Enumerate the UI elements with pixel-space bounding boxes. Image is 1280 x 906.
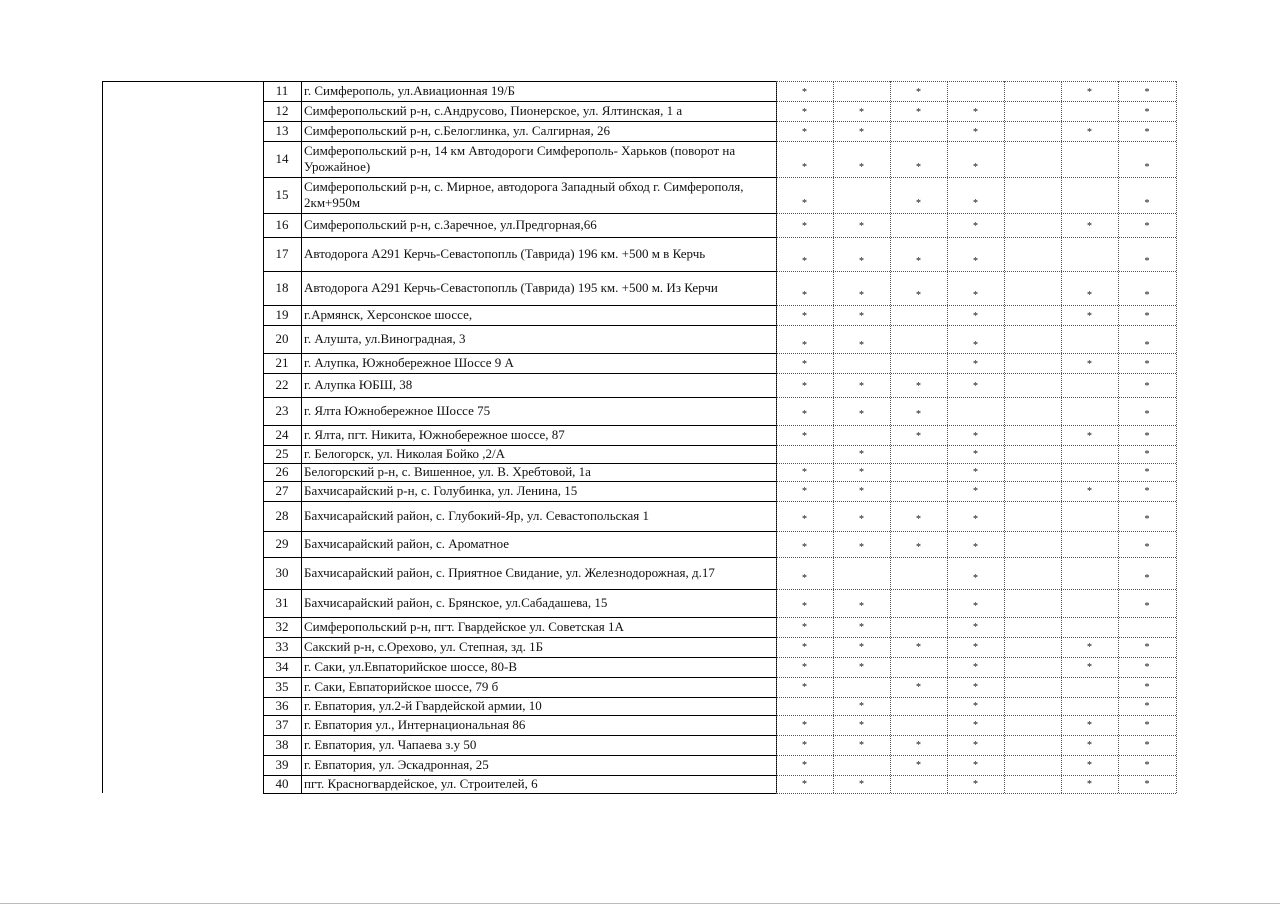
- mark-column-border: [1118, 81, 1119, 793]
- row-number: 11: [275, 83, 289, 98]
- service-mark: *: [973, 600, 978, 612]
- service-mark: *: [1087, 311, 1092, 322]
- service-mark: *: [859, 514, 864, 525]
- service-mark: *: [802, 311, 807, 322]
- service-mark: *: [1144, 701, 1150, 712]
- row-address: г.Армянск, Херсонское шоссе,: [304, 307, 473, 322]
- service-mark: *: [973, 431, 978, 442]
- service-mark: *: [1144, 256, 1150, 268]
- service-mark: *: [859, 467, 864, 478]
- service-mark: *: [859, 701, 864, 712]
- service-mark: *: [973, 740, 978, 751]
- service-mark: *: [802, 87, 807, 98]
- row-number: 36: [275, 698, 289, 713]
- row-number: 13: [275, 123, 289, 138]
- service-mark: *: [916, 541, 921, 553]
- service-mark: *: [859, 486, 864, 497]
- row-address: Автодорога А291 Керчь-Севастопопль (Таврида) 195 км. +500 м. Из Керчи: [304, 280, 718, 295]
- service-mark: *: [973, 486, 978, 497]
- service-mark: *: [1087, 359, 1092, 370]
- service-mark: *: [916, 642, 921, 653]
- service-mark: *: [916, 107, 921, 118]
- service-mark: *: [1144, 572, 1150, 584]
- service-mark: *: [973, 161, 978, 173]
- mark-row-border: [776, 353, 1176, 354]
- service-mark: *: [1144, 600, 1150, 612]
- service-mark: *: [1087, 290, 1092, 302]
- row-address: пгт. Красногвардейское, ул. Строителей, 6: [304, 776, 538, 791]
- service-mark: *: [1087, 486, 1092, 497]
- row-number: 40: [275, 776, 289, 791]
- row-address: г. Евпатория, ул. Чапаева з.у 50: [304, 737, 477, 752]
- service-mark: *: [802, 514, 807, 525]
- mark-row-border: [776, 177, 1176, 178]
- row-address: г. Евпатория ул., Интернациональная 86: [304, 717, 526, 732]
- service-mark: *: [1087, 642, 1092, 653]
- mark-row-border: [776, 237, 1176, 238]
- row-number: 33: [275, 639, 289, 654]
- row-address: г. Евпатория, ул. Эскадронная, 25: [304, 757, 489, 772]
- service-mark: *: [1087, 662, 1092, 673]
- service-mark: *: [802, 486, 807, 497]
- service-mark: *: [916, 682, 921, 693]
- service-mark: *: [859, 779, 864, 790]
- mark-row-border: [776, 445, 1176, 446]
- row-address: Симферопольский р-н, с. Мирное, автодорога Западный обход г. Симферополя, 2км+950м: [304, 179, 744, 210]
- mark-row-border: [776, 715, 1176, 716]
- service-mark: *: [973, 381, 978, 393]
- row-number: 27: [275, 483, 289, 498]
- service-mark: *: [802, 221, 807, 233]
- service-mark: *: [1087, 760, 1092, 771]
- page-bottom-rule: [0, 903, 1280, 904]
- service-mark: *: [859, 449, 864, 460]
- service-mark: *: [802, 600, 807, 612]
- row-number: 17: [275, 246, 289, 261]
- row-number: 26: [275, 464, 289, 479]
- service-mark: *: [1087, 720, 1092, 731]
- row-number: 15: [275, 187, 289, 202]
- mark-column-border: [890, 81, 891, 793]
- service-mark: *: [1144, 642, 1150, 653]
- mark-column-border: [1061, 81, 1062, 793]
- mark-column-border: [947, 81, 948, 793]
- service-mark: *: [859, 290, 864, 302]
- service-mark: *: [859, 311, 864, 322]
- row-number: 31: [275, 595, 289, 610]
- service-mark: *: [973, 290, 978, 302]
- service-mark: *: [859, 161, 864, 173]
- service-mark: *: [916, 381, 921, 393]
- service-mark: *: [916, 514, 921, 525]
- service-mark: *: [916, 431, 921, 442]
- service-mark: *: [1144, 760, 1150, 771]
- row-number: 32: [275, 619, 289, 634]
- row-number: 34: [275, 659, 289, 674]
- row-address: г. Ялта Южнобережное Шоссе 75: [304, 403, 491, 418]
- service-mark: *: [916, 290, 921, 302]
- service-mark: *: [1144, 682, 1150, 693]
- mark-row-border: [776, 637, 1176, 638]
- mark-row-border: [776, 213, 1176, 214]
- mark-row-border: [776, 373, 1176, 374]
- mark-row-border: [776, 589, 1176, 590]
- service-mark: *: [859, 541, 864, 553]
- service-mark: *: [973, 197, 978, 209]
- service-mark: *: [973, 682, 978, 693]
- mark-row-border: [776, 101, 1176, 102]
- service-mark: *: [859, 720, 864, 731]
- row-address: г. Саки, Евпаторийское шоссе, 79 б: [304, 679, 499, 694]
- row-number: 37: [275, 717, 289, 732]
- service-mark: *: [916, 161, 921, 173]
- service-mark: *: [1144, 311, 1150, 322]
- row-address: Симферопольский р-н, 14 км Автодороги Симферополь- Харьков (поворот на Урожайное): [304, 143, 736, 174]
- row-address: г. Алупка, Южнобережное Шоссе 9 А: [304, 355, 514, 370]
- row-address: Бахчисарайский район, с. Ароматное: [304, 536, 509, 551]
- service-mark: *: [1144, 290, 1150, 302]
- service-mark: *: [973, 662, 978, 673]
- row-number: 23: [275, 403, 289, 418]
- service-mark: *: [973, 514, 978, 525]
- mark-row-border: [776, 81, 1176, 82]
- service-mark: *: [916, 408, 921, 420]
- mark-row-border: [776, 463, 1176, 464]
- row-number: 29: [275, 536, 289, 551]
- mark-row-border: [776, 677, 1176, 678]
- service-mark: *: [859, 662, 864, 673]
- service-mark: *: [973, 127, 978, 138]
- row-number: 19: [275, 307, 289, 322]
- service-mark: *: [859, 622, 864, 633]
- service-mark: *: [802, 720, 807, 731]
- service-mark: *: [916, 740, 921, 751]
- service-mark: *: [802, 161, 807, 173]
- row-address: г. Алушта, ул.Виноградная, 3: [304, 331, 466, 346]
- service-mark: *: [1144, 161, 1150, 173]
- service-mark: *: [1087, 740, 1092, 751]
- mark-row-border: [776, 557, 1176, 558]
- service-mark: *: [1087, 87, 1092, 98]
- service-mark: *: [916, 87, 921, 98]
- row-address: Бахчисарайский р-н, с. Голубинка, ул. Ленина, 15: [304, 483, 578, 498]
- service-mark: *: [1087, 221, 1092, 233]
- service-mark: *: [802, 740, 807, 751]
- service-mark: *: [802, 760, 807, 771]
- service-mark: *: [802, 779, 807, 790]
- row-number: 38: [275, 737, 289, 752]
- service-mark: *: [859, 107, 864, 118]
- row-number: 35: [275, 679, 289, 694]
- service-mark: *: [1087, 127, 1092, 138]
- service-mark: *: [802, 682, 807, 693]
- row-number: 12: [275, 103, 289, 118]
- row-number: 28: [275, 508, 289, 523]
- mark-column-border: [1176, 81, 1177, 793]
- service-mark: *: [1144, 127, 1150, 138]
- service-mark: *: [859, 642, 864, 653]
- row-number: 21: [275, 355, 289, 370]
- service-mark: *: [1144, 431, 1150, 442]
- row-number: 25: [275, 446, 289, 461]
- service-mark: *: [802, 197, 807, 209]
- row-address: г. Евпатория, ул.2-й Гвардейской армии, 10: [304, 698, 542, 713]
- service-mark: *: [1144, 720, 1150, 731]
- mark-row-border: [776, 425, 1176, 426]
- service-mark: *: [973, 720, 978, 731]
- row-address: Бахчисарайский район, с. Брянское, ул.Сабадашева, 15: [304, 595, 608, 610]
- mark-row-border: [776, 697, 1176, 698]
- service-mark: *: [859, 600, 864, 612]
- row-address: г. Саки, ул.Евпаторийское шоссе, 80-В: [304, 659, 518, 674]
- service-mark: *: [1144, 662, 1150, 673]
- service-mark: *: [1144, 359, 1150, 370]
- service-mark: *: [802, 127, 807, 138]
- mark-row-border: [776, 617, 1176, 618]
- service-mark: *: [916, 256, 921, 268]
- service-mark: *: [802, 622, 807, 633]
- row-address: Бахчисарайский район, с. Приятное Свидание, ул. Железнодорожная, д.17: [304, 565, 715, 580]
- service-mark: *: [916, 760, 921, 771]
- service-mark: *: [1144, 486, 1150, 497]
- service-mark: *: [1087, 431, 1092, 442]
- service-mark: *: [802, 642, 807, 653]
- service-mark: *: [1144, 107, 1150, 118]
- service-mark: *: [802, 431, 807, 442]
- row-address: Симферопольский р-н, с.Заречное, ул.Предгорная,66: [304, 217, 597, 232]
- row-address: Белогорский р-н, с. Вишенное, ул. В. Хребтовой, 1а: [304, 464, 591, 479]
- mark-row-border: [776, 271, 1176, 272]
- row-number: 39: [275, 757, 289, 772]
- mark-row-border: [776, 305, 1176, 306]
- service-mark: *: [1144, 87, 1150, 98]
- service-mark: *: [859, 127, 864, 138]
- mark-row-border: [776, 121, 1176, 122]
- row-address: Симферопольский р-н, с.Андрусово, Пионерское, ул. Ялтинская, 1 а: [304, 103, 683, 118]
- service-mark: *: [802, 467, 807, 478]
- service-mark: *: [973, 256, 978, 268]
- mark-row-border: [776, 141, 1176, 142]
- service-mark: *: [802, 359, 807, 370]
- service-mark: *: [1144, 221, 1150, 233]
- service-mark: *: [1144, 408, 1150, 420]
- row-number: 16: [275, 217, 289, 232]
- mark-column-border: [776, 81, 777, 793]
- service-mark: *: [802, 381, 807, 393]
- mark-row-border: [776, 501, 1176, 502]
- mark-row-border: [776, 397, 1176, 398]
- service-mark: *: [802, 256, 807, 268]
- mark-row-border: [776, 531, 1176, 532]
- row-address: г. Ялта, пгт. Никита, Южнобережное шоссе, 87: [304, 427, 565, 442]
- left-merged-cell: [102, 81, 263, 793]
- service-mark: *: [859, 339, 864, 351]
- row-number: 14: [275, 151, 289, 166]
- service-mark: *: [802, 339, 807, 351]
- row-number: 20: [275, 331, 289, 346]
- service-mark: *: [859, 408, 864, 420]
- mark-row-border: [776, 775, 1176, 776]
- row-address: Сакский р-н, с.Орехово, ул. Степная, зд. 1Б: [304, 639, 544, 654]
- service-mark: *: [1144, 339, 1150, 351]
- row-number: 22: [275, 377, 289, 392]
- service-mark: *: [973, 642, 978, 653]
- row-address: г. Алупка ЮБШ, 38: [304, 377, 413, 392]
- service-mark: *: [973, 541, 978, 553]
- mark-row-border: [776, 755, 1176, 756]
- row-number: 30: [275, 565, 289, 580]
- service-mark: *: [973, 339, 978, 351]
- service-mark: *: [859, 221, 864, 233]
- service-mark: *: [973, 107, 978, 118]
- row-address: Симферопольский р-н, пгт. Гвардейское ул. Советская 1А: [304, 619, 624, 634]
- service-mark: *: [973, 467, 978, 478]
- service-mark: *: [802, 541, 807, 553]
- row-address: г. Симферополь, ул.Авиационная 19/Б: [304, 83, 515, 98]
- service-mark: *: [859, 256, 864, 268]
- row-number: 24: [275, 427, 289, 442]
- row-address: Бахчисарайский район, с. Глубокий-Яр, ул. Севастопольская 1: [304, 508, 650, 523]
- mark-row-border: [776, 793, 1176, 794]
- mark-row-border: [776, 325, 1176, 326]
- service-mark: *: [1144, 514, 1150, 525]
- row-address: Симферопольский р-н, с.Белоглинка, ул. Салгирная, 26: [304, 123, 610, 138]
- service-mark: *: [973, 359, 978, 370]
- service-mark: *: [1144, 467, 1150, 478]
- service-mark: *: [1144, 449, 1150, 460]
- service-mark: *: [973, 622, 978, 633]
- service-mark: *: [1144, 779, 1150, 790]
- row-address: Автодорога А291 Керчь-Севастопопль (Таврида) 196 км. +500 м в Керчь: [304, 246, 706, 261]
- service-mark: *: [916, 197, 921, 209]
- service-mark: *: [802, 662, 807, 673]
- service-mark: *: [1144, 197, 1150, 209]
- service-mark: *: [1087, 779, 1092, 790]
- service-mark: *: [802, 572, 807, 584]
- mark-row-border: [776, 481, 1176, 482]
- service-mark: *: [973, 221, 978, 233]
- service-mark: *: [802, 290, 807, 302]
- row-border: [263, 793, 776, 794]
- mark-row-border: [776, 735, 1176, 736]
- service-mark: *: [1144, 381, 1150, 393]
- service-mark: *: [802, 107, 807, 118]
- service-mark: *: [973, 449, 978, 460]
- service-mark: *: [859, 740, 864, 751]
- row-address: г. Белогорск, ул. Николая Бойко ,2/А: [304, 446, 505, 461]
- service-mark: *: [973, 311, 978, 322]
- mark-column-border: [833, 81, 834, 793]
- service-mark: *: [973, 779, 978, 790]
- service-mark: *: [973, 760, 978, 771]
- service-mark: *: [1144, 740, 1150, 751]
- mark-row-border: [776, 657, 1176, 658]
- service-mark: *: [973, 701, 978, 712]
- service-mark: *: [802, 408, 807, 420]
- service-mark: *: [1144, 541, 1150, 553]
- mark-column-border: [1004, 81, 1005, 793]
- service-mark: *: [973, 572, 978, 584]
- row-number: 18: [275, 280, 289, 295]
- service-mark: *: [859, 381, 864, 393]
